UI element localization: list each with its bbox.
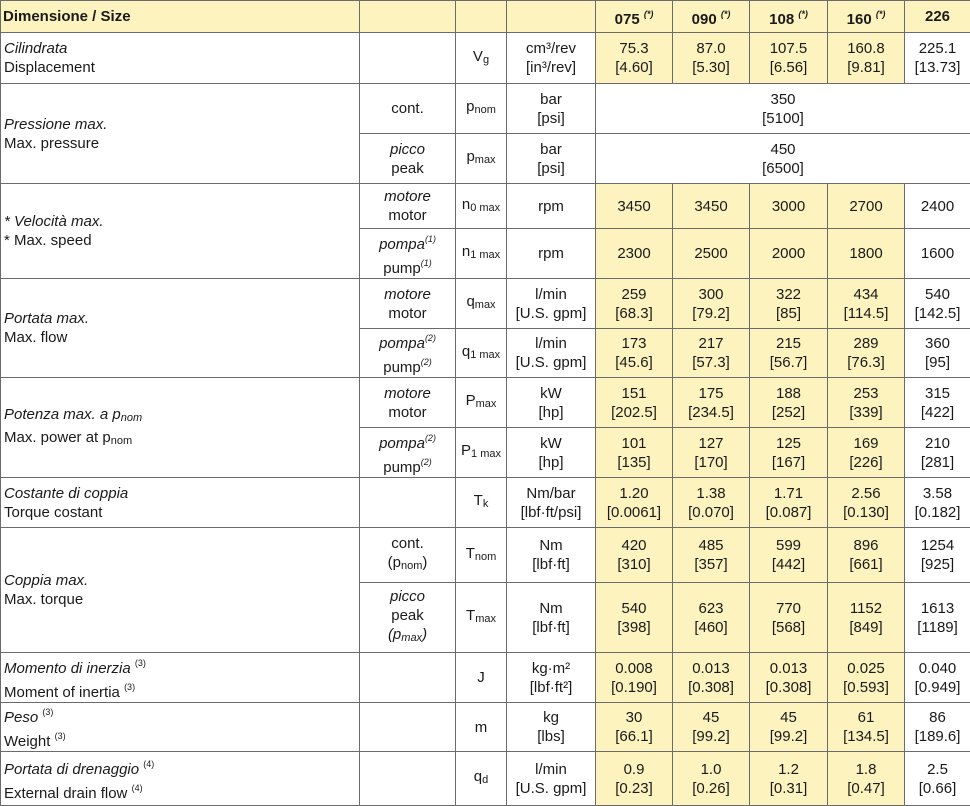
row-label: Potenza max. a pnom Max. power at pnom [1, 378, 360, 478]
value-cell: 0.040 [0.949] [905, 653, 970, 703]
size-header: 075 (*) [596, 1, 673, 33]
value-cell: 1.0 [0.26] [673, 752, 750, 806]
condition: pompa$^{(2)}$ pump$^{(2)}$ [360, 329, 456, 378]
value-cell: 188 [252] [750, 378, 828, 428]
value-cell: 259 [68.3] [596, 279, 673, 329]
symbol: qd [456, 752, 507, 806]
value-cell: 315 [422] [905, 378, 970, 428]
value-cell: 125 [167] [750, 428, 828, 478]
value-cell: 1.20 [0.0061] [596, 478, 673, 528]
value-cell: 225.1 [13.73] [905, 33, 970, 84]
size-header: 226 [905, 1, 970, 33]
value-cell: 61 [134.5] [828, 703, 905, 752]
value-cell: 1.71 [0.087] [750, 478, 828, 528]
value-cell: 540 [398] [596, 583, 673, 653]
unit: Nm/bar [lbf·ft/psi] [507, 478, 596, 528]
row-label: Costante di coppia Torque costant [1, 478, 360, 528]
value-cell: 175 [234.5] [673, 378, 750, 428]
condition: picco peak (pmax) [360, 583, 456, 653]
value-cell: 360 [95] [905, 329, 970, 378]
unit: rpm [507, 184, 596, 229]
condition: motore motor [360, 378, 456, 428]
value-cell: 0.008 [0.190] [596, 653, 673, 703]
value-cell: 2400 [905, 184, 970, 229]
table-row [1, 378, 970, 428]
value-cell: 2700 [828, 184, 905, 229]
symbol: Tmax [456, 583, 507, 653]
value-cell: 289 [76.3] [828, 329, 905, 378]
unit: l/min [U.S. gpm] [507, 752, 596, 806]
table-row [1, 84, 970, 134]
value-cell: 1.38 [0.070] [673, 478, 750, 528]
condition: motore motor [360, 184, 456, 229]
row-label: Portata max. Max. flow [1, 279, 360, 378]
table-row [1, 653, 970, 703]
condition: picco peak [360, 134, 456, 184]
value-cell: 0.013 [0.308] [673, 653, 750, 703]
value-cell: 107.5 [6.56] [750, 33, 828, 84]
value-cell: 127 [170] [673, 428, 750, 478]
value-cell: 3450 [596, 184, 673, 229]
unit: kW [hp] [507, 428, 596, 478]
symbol: pnom [456, 84, 507, 134]
row-label: Cilindrata Displacement [1, 33, 360, 84]
row-label: Momento di inerzia $^{(3)}$ Moment of inertia $^{(3)}$ [1, 653, 360, 703]
condition: pompa$^{(2)}$ pump$^{(2)}$ [360, 428, 456, 478]
value-cell: 101 [135] [596, 428, 673, 478]
table-row [1, 752, 970, 806]
value-cell: 173 [45.6] [596, 329, 673, 378]
table-row [1, 33, 970, 84]
value-cell: 3000 [750, 184, 828, 229]
value-cell: 623 [460] [673, 583, 750, 653]
value-cell: 160.8 [9.81] [828, 33, 905, 84]
value-cell: 3450 [673, 184, 750, 229]
symbol: Pmax [456, 378, 507, 428]
value-cell: 3.58 [0.182] [905, 478, 970, 528]
value-cell: 151 [202.5] [596, 378, 673, 428]
value-cell: 87.0 [5.30] [673, 33, 750, 84]
value-cell: 2500 [673, 229, 750, 279]
value-cell: 2.56 [0.130] [828, 478, 905, 528]
size-header: 090 (*) [673, 1, 750, 33]
symbol: Vg [456, 33, 507, 84]
table-row [1, 703, 970, 752]
unit: rpm [507, 229, 596, 279]
value-cell: 2000 [750, 229, 828, 279]
unit: Nm [lbf·ft] [507, 528, 596, 583]
value-cell: 0.025 [0.593] [828, 653, 905, 703]
value-cell: 485 [357] [673, 528, 750, 583]
value-cell: 1600 [905, 229, 970, 279]
symbol: q1 max [456, 329, 507, 378]
size-header: 160 (*) [828, 1, 905, 33]
value-cell: 1.2 [0.31] [750, 752, 828, 806]
unit: cm³/rev [in³/rev] [507, 33, 596, 84]
value-cell: 434 [114.5] [828, 279, 905, 329]
unit: bar [psi] [507, 134, 596, 184]
unit: bar [psi] [507, 84, 596, 134]
unit: l/min [U.S. gpm] [507, 329, 596, 378]
symbol: m [456, 703, 507, 752]
value-cell: 599 [442] [750, 528, 828, 583]
value-cell: 30 [66.1] [596, 703, 673, 752]
value-cell: 0.9 [0.23] [596, 752, 673, 806]
table-row [1, 478, 970, 528]
value-cell: 1254 [925] [905, 528, 970, 583]
condition: cont. [360, 84, 456, 134]
unit: kg·m² [lbf·ft²] [507, 653, 596, 703]
value-cell: 1.8 [0.47] [828, 752, 905, 806]
value-cell: 322 [85] [750, 279, 828, 329]
unit: l/min [U.S. gpm] [507, 279, 596, 329]
value-cell: 215 [56.7] [750, 329, 828, 378]
unit: kg [lbs] [507, 703, 596, 752]
value-cell: 217 [57.3] [673, 329, 750, 378]
symbol: J [456, 653, 507, 703]
row-label: * Velocità max. * Max. speed [1, 184, 360, 279]
value-cell: 420 [310] [596, 528, 673, 583]
unit: kW [hp] [507, 378, 596, 428]
value-cell: 770 [568] [750, 583, 828, 653]
symbol: n1 max [456, 229, 507, 279]
row-label: Portata di drenaggio $^{(4)}$ External drain flow $^{(4)}$ [1, 752, 360, 806]
value-cell: 2300 [596, 229, 673, 279]
symbol: n0 max [456, 184, 507, 229]
symbol: pmax [456, 134, 507, 184]
value-cell: 2.5 [0.66] [905, 752, 970, 806]
condition: cont. (pnom) [360, 528, 456, 583]
table-title: Dimensione / Size [1, 1, 360, 33]
symbol: P1 max [456, 428, 507, 478]
condition: motore motor [360, 279, 456, 329]
value-cell: 169 [226] [828, 428, 905, 478]
value-cell: 896 [661] [828, 528, 905, 583]
value-cell: 450 [6500] [596, 134, 970, 184]
value-cell: 45 [99.2] [673, 703, 750, 752]
value-cell: 210 [281] [905, 428, 970, 478]
row-label: Coppia max. Max. torque [1, 528, 360, 653]
symbol: Tnom [456, 528, 507, 583]
value-cell: 1152 [849] [828, 583, 905, 653]
row-label: Peso $^{(3)}$ Weight $^{(3)}$ [1, 703, 360, 752]
table-row [1, 184, 970, 229]
value-cell: 75.3 [4.60] [596, 33, 673, 84]
value-cell: 1613 [1189] [905, 583, 970, 653]
value-cell: 300 [79.2] [673, 279, 750, 329]
value-cell: 350 [5100] [596, 84, 970, 134]
value-cell: 540 [142.5] [905, 279, 970, 329]
condition: pompa$^{(1)}$ pump$^{(1)}$ [360, 229, 456, 279]
symbol: Tk [456, 478, 507, 528]
value-cell: 253 [339] [828, 378, 905, 428]
size-header: 108 (*) [750, 1, 828, 33]
row-label: Pressione max. Max. pressure [1, 84, 360, 184]
value-cell: 1800 [828, 229, 905, 279]
table-row [1, 279, 970, 329]
table-row [1, 528, 970, 583]
value-cell: 0.013 [0.308] [750, 653, 828, 703]
value-cell: 45 [99.2] [750, 703, 828, 752]
unit: Nm [lbf·ft] [507, 583, 596, 653]
symbol: qmax [456, 279, 507, 329]
value-cell: 86 [189.6] [905, 703, 970, 752]
